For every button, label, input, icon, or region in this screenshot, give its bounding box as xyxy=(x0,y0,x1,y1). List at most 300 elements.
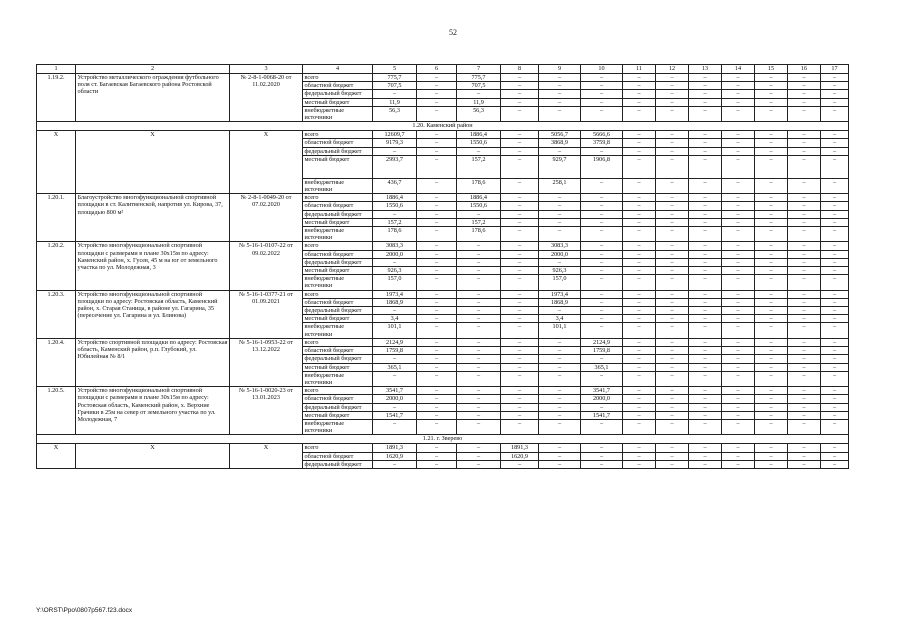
item-name: Х xyxy=(76,444,230,469)
item-document: № 5-16-1-0107-22 от 09.02.2022 xyxy=(230,242,303,290)
amount-cell: – xyxy=(755,267,788,275)
funding-source: внебюджетные источники xyxy=(303,178,373,193)
amount-cell: – xyxy=(656,90,689,98)
amount-cell: – xyxy=(788,258,821,266)
amount-cell: 5056,7 xyxy=(539,131,581,139)
amount-cell: – xyxy=(821,338,849,346)
amount-cell: – xyxy=(689,202,722,210)
amount-cell: – xyxy=(656,98,689,106)
column-number-header: 9 xyxy=(539,65,581,74)
amount-cell: – xyxy=(623,258,656,266)
amount-cell: – xyxy=(821,147,849,155)
amount-cell: 926,3 xyxy=(373,267,417,275)
column-number-header: 13 xyxy=(689,65,722,74)
amount-cell: – xyxy=(501,298,539,306)
amount-cell: – xyxy=(656,307,689,315)
amount-cell: – xyxy=(722,395,755,403)
amount-cell: – xyxy=(656,267,689,275)
section-title: 1.21. г. Зверево xyxy=(37,435,849,444)
amount-cell: – xyxy=(821,403,849,411)
amount-cell: – xyxy=(755,155,788,178)
amount-cell: – xyxy=(417,202,457,210)
amount-cell: – xyxy=(788,155,821,178)
amount-cell: – xyxy=(457,242,501,250)
amount-cell: – xyxy=(656,139,689,147)
amount-cell: 1891,3 xyxy=(373,444,417,452)
amount-cell: – xyxy=(623,202,656,210)
amount-cell: 929,7 xyxy=(539,155,581,178)
amount-cell: – xyxy=(501,315,539,323)
amount-cell: 1620,9 xyxy=(501,452,539,460)
amount-cell: – xyxy=(722,210,755,218)
amount-cell: – xyxy=(501,202,539,210)
amount-cell: – xyxy=(417,298,457,306)
amount-cell: – xyxy=(788,338,821,346)
amount-cell: – xyxy=(821,267,849,275)
amount-cell: – xyxy=(581,90,623,98)
amount-cell: 3083,3 xyxy=(373,242,417,250)
amount-cell: – xyxy=(417,218,457,226)
amount-cell: – xyxy=(755,460,788,468)
column-number-header: 12 xyxy=(656,65,689,74)
table-row xyxy=(37,242,849,250)
table-row xyxy=(37,387,849,395)
amount-cell: – xyxy=(821,74,849,82)
amount-cell: – xyxy=(722,371,755,386)
amount-cell: 1541,7 xyxy=(581,411,623,419)
amount-cell: – xyxy=(417,275,457,290)
column-number-row xyxy=(37,65,849,74)
amount-cell: – xyxy=(821,371,849,386)
amount-cell: 157,0 xyxy=(373,275,417,290)
amount-cell: – xyxy=(623,147,656,155)
item-number: 1.20.1. xyxy=(37,194,76,242)
amount-cell: – xyxy=(623,371,656,386)
amount-cell: – xyxy=(417,355,457,363)
amount-cell: – xyxy=(581,290,623,298)
budget-table xyxy=(36,64,849,469)
amount-cell: – xyxy=(788,202,821,210)
amount-cell: – xyxy=(539,90,581,98)
column-number-header: 7 xyxy=(457,65,501,74)
amount-cell: – xyxy=(623,307,656,315)
amount-cell: – xyxy=(788,267,821,275)
amount-cell: – xyxy=(821,411,849,419)
amount-cell: – xyxy=(417,227,457,242)
amount-cell: – xyxy=(689,338,722,346)
amount-cell: – xyxy=(623,298,656,306)
amount-cell: 3083,3 xyxy=(539,242,581,250)
amount-cell: – xyxy=(821,194,849,202)
amount-cell: – xyxy=(788,74,821,82)
amount-cell: – xyxy=(501,131,539,139)
amount-cell: 2000,0 xyxy=(373,395,417,403)
amount-cell: – xyxy=(656,395,689,403)
amount-cell: – xyxy=(417,210,457,218)
amount-cell: – xyxy=(539,98,581,106)
column-number-header: 5 xyxy=(373,65,417,74)
amount-cell: – xyxy=(417,411,457,419)
amount-cell: 1886,4 xyxy=(373,194,417,202)
amount-cell: – xyxy=(689,444,722,452)
amount-cell: – xyxy=(788,210,821,218)
amount-cell: – xyxy=(755,178,788,193)
amount-cell: – xyxy=(788,178,821,193)
amount-cell: – xyxy=(457,147,501,155)
amount-cell: – xyxy=(821,250,849,258)
amount-cell: – xyxy=(501,98,539,106)
amount-cell: 178,6 xyxy=(373,227,417,242)
amount-cell: – xyxy=(539,460,581,468)
amount-cell: – xyxy=(656,194,689,202)
amount-cell: – xyxy=(623,347,656,355)
amount-cell: – xyxy=(689,403,722,411)
amount-cell: – xyxy=(722,258,755,266)
funding-source: федеральный бюджет xyxy=(303,307,373,315)
amount-cell: 11,9 xyxy=(373,98,417,106)
amount-cell: – xyxy=(457,210,501,218)
amount-cell: – xyxy=(623,338,656,346)
amount-cell: – xyxy=(722,106,755,121)
amount-cell: – xyxy=(623,227,656,242)
amount-cell: – xyxy=(656,250,689,258)
amount-cell: – xyxy=(722,411,755,419)
amount-cell: – xyxy=(501,403,539,411)
amount-cell: – xyxy=(821,242,849,250)
amount-cell: – xyxy=(656,147,689,155)
table-row xyxy=(37,131,849,139)
amount-cell: – xyxy=(755,387,788,395)
amount-cell: – xyxy=(457,444,501,452)
amount-cell: – xyxy=(623,106,656,121)
amount-cell: – xyxy=(656,387,689,395)
amount-cell: – xyxy=(417,338,457,346)
amount-cell: – xyxy=(656,338,689,346)
amount-cell: – xyxy=(788,194,821,202)
amount-cell: – xyxy=(539,452,581,460)
amount-cell: – xyxy=(501,74,539,82)
item-name: Х xyxy=(76,131,230,194)
amount-cell: – xyxy=(689,82,722,90)
amount-cell: – xyxy=(501,147,539,155)
amount-cell: – xyxy=(581,403,623,411)
amount-cell: – xyxy=(689,387,722,395)
item-number: 1.20.2. xyxy=(37,242,76,290)
amount-cell: – xyxy=(689,371,722,386)
amount-cell: – xyxy=(373,90,417,98)
amount-cell: 178,6 xyxy=(457,227,501,242)
amount-cell: – xyxy=(722,90,755,98)
amount-cell: – xyxy=(821,387,849,395)
amount-cell: – xyxy=(689,258,722,266)
amount-cell: – xyxy=(788,90,821,98)
column-number-header: 16 xyxy=(788,65,821,74)
amount-cell: – xyxy=(656,178,689,193)
amount-cell: – xyxy=(656,403,689,411)
amount-cell: – xyxy=(501,155,539,178)
amount-cell: – xyxy=(501,371,539,386)
amount-cell: – xyxy=(722,347,755,355)
amount-cell: – xyxy=(501,323,539,338)
item-number: Х xyxy=(37,444,76,469)
amount-cell: – xyxy=(581,242,623,250)
amount-cell: – xyxy=(722,298,755,306)
amount-cell: – xyxy=(722,323,755,338)
funding-source: областной бюджет xyxy=(303,298,373,306)
funding-source: областной бюджет xyxy=(303,250,373,258)
amount-cell: – xyxy=(656,74,689,82)
amount-cell: – xyxy=(755,315,788,323)
amount-cell: – xyxy=(689,178,722,193)
amount-cell: – xyxy=(755,338,788,346)
amount-cell: – xyxy=(788,250,821,258)
amount-cell: – xyxy=(457,90,501,98)
column-number-header: 17 xyxy=(821,65,849,74)
amount-cell: – xyxy=(581,460,623,468)
amount-cell: – xyxy=(722,460,755,468)
amount-cell: – xyxy=(501,290,539,298)
amount-cell: – xyxy=(417,460,457,468)
amount-cell: – xyxy=(581,323,623,338)
amount-cell: – xyxy=(722,338,755,346)
amount-cell: – xyxy=(821,155,849,178)
amount-cell: 707,5 xyxy=(373,82,417,90)
amount-cell: – xyxy=(788,106,821,121)
amount-cell: – xyxy=(788,395,821,403)
amount-cell: – xyxy=(581,98,623,106)
amount-cell: – xyxy=(539,82,581,90)
funding-source: местный бюджет xyxy=(303,363,373,371)
amount-cell: – xyxy=(821,363,849,371)
amount-cell: – xyxy=(722,218,755,226)
amount-cell: – xyxy=(788,411,821,419)
amount-cell: – xyxy=(581,74,623,82)
amount-cell: – xyxy=(722,267,755,275)
amount-cell: – xyxy=(457,315,501,323)
amount-cell: – xyxy=(788,227,821,242)
amount-cell: – xyxy=(581,298,623,306)
item-number: Х xyxy=(37,131,76,194)
funding-source: всего xyxy=(303,290,373,298)
funding-source: областной бюджет xyxy=(303,139,373,147)
amount-cell: – xyxy=(689,347,722,355)
amount-cell: 1886,4 xyxy=(457,194,501,202)
amount-cell: 157,2 xyxy=(373,218,417,226)
amount-cell: – xyxy=(417,106,457,121)
amount-cell: – xyxy=(722,82,755,90)
amount-cell: – xyxy=(539,210,581,218)
amount-cell: – xyxy=(656,347,689,355)
amount-cell: – xyxy=(623,82,656,90)
amount-cell: – xyxy=(656,411,689,419)
amount-cell: – xyxy=(417,387,457,395)
funding-source: областной бюджет xyxy=(303,347,373,355)
amount-cell: – xyxy=(417,267,457,275)
amount-cell: – xyxy=(501,106,539,121)
amount-cell: – xyxy=(788,315,821,323)
funding-source: областной бюджет xyxy=(303,82,373,90)
funding-source: внебюджетные источники xyxy=(303,323,373,338)
amount-cell: – xyxy=(373,258,417,266)
amount-cell: – xyxy=(457,403,501,411)
amount-cell: – xyxy=(501,178,539,193)
amount-cell: – xyxy=(581,258,623,266)
amount-cell: – xyxy=(417,90,457,98)
amount-cell: – xyxy=(689,363,722,371)
amount-cell: – xyxy=(722,178,755,193)
amount-cell: – xyxy=(821,452,849,460)
amount-cell: – xyxy=(755,218,788,226)
amount-cell: 2124,9 xyxy=(581,338,623,346)
amount-cell: – xyxy=(656,419,689,434)
amount-cell: – xyxy=(821,218,849,226)
amount-cell: – xyxy=(623,218,656,226)
item-number: 1.20.5. xyxy=(37,387,76,435)
amount-cell: – xyxy=(623,387,656,395)
amount-cell: – xyxy=(417,194,457,202)
amount-cell: – xyxy=(689,267,722,275)
amount-cell: – xyxy=(722,363,755,371)
amount-cell: – xyxy=(821,460,849,468)
section-header-row xyxy=(37,435,849,444)
amount-cell: – xyxy=(656,371,689,386)
amount-cell: – xyxy=(501,242,539,250)
amount-cell: – xyxy=(539,106,581,121)
amount-cell: – xyxy=(722,155,755,178)
amount-cell: – xyxy=(623,155,656,178)
funding-source: областной бюджет xyxy=(303,202,373,210)
amount-cell: – xyxy=(755,98,788,106)
amount-cell: – xyxy=(373,210,417,218)
amount-cell: – xyxy=(689,323,722,338)
funding-source: внебюджетные источники xyxy=(303,227,373,242)
amount-cell: – xyxy=(539,147,581,155)
amount-cell: – xyxy=(581,275,623,290)
amount-cell: – xyxy=(656,275,689,290)
amount-cell: – xyxy=(689,290,722,298)
amount-cell: – xyxy=(417,290,457,298)
item-name: Устройство спортивной площадки по адресу: Ростовская область, Каменский район, р.п. Глубокий, ул. Юбилейная № 8/1 xyxy=(76,338,230,386)
amount-cell: – xyxy=(821,419,849,434)
amount-cell: – xyxy=(623,242,656,250)
amount-cell: – xyxy=(788,298,821,306)
amount-cell: – xyxy=(417,155,457,178)
item-number: 1.20.4. xyxy=(37,338,76,386)
amount-cell: – xyxy=(722,355,755,363)
table-row xyxy=(37,338,849,346)
column-number-header: 14 xyxy=(722,65,755,74)
amount-cell: – xyxy=(788,139,821,147)
amount-cell: 157,2 xyxy=(457,218,501,226)
column-number-header: 2 xyxy=(76,65,230,74)
amount-cell: – xyxy=(581,315,623,323)
amount-cell: – xyxy=(656,355,689,363)
amount-cell: – xyxy=(623,194,656,202)
amount-cell: – xyxy=(581,419,623,434)
funding-source: федеральный бюджет xyxy=(303,460,373,468)
amount-cell: – xyxy=(501,387,539,395)
amount-cell: – xyxy=(755,227,788,242)
amount-cell: – xyxy=(417,371,457,386)
page-number: 52 xyxy=(449,28,457,37)
amount-cell: 1550,6 xyxy=(457,202,501,210)
item-name: Благоустройство многофункциональной спортивной площадки в ст. Калитвенской, напротив ул. Кирова, 37, площадью 800 м² xyxy=(76,194,230,242)
amount-cell: – xyxy=(755,307,788,315)
item-name: Устройство многофункциональной спортивной площадки по адресу: Ростовская область, Каменский район, х. Старая Станица, в районе ул. Гагарина, 35 (пересечение ул. Гагарина и ул. Блинова) xyxy=(76,290,230,338)
amount-cell: – xyxy=(755,298,788,306)
amount-cell: – xyxy=(755,411,788,419)
amount-cell: 926,3 xyxy=(539,267,581,275)
amount-cell: – xyxy=(417,82,457,90)
funding-source: всего xyxy=(303,242,373,250)
amount-cell: 3541,7 xyxy=(581,387,623,395)
amount-cell: – xyxy=(539,419,581,434)
amount-cell: – xyxy=(623,444,656,452)
amount-cell: – xyxy=(539,307,581,315)
amount-cell: – xyxy=(623,452,656,460)
funding-source: федеральный бюджет xyxy=(303,355,373,363)
amount-cell: – xyxy=(788,460,821,468)
amount-cell: 707,5 xyxy=(457,82,501,90)
amount-cell: – xyxy=(788,218,821,226)
amount-cell: – xyxy=(722,444,755,452)
amount-cell: – xyxy=(457,250,501,258)
amount-cell: – xyxy=(722,147,755,155)
amount-cell: – xyxy=(821,82,849,90)
amount-cell: – xyxy=(501,258,539,266)
amount-cell: – xyxy=(821,395,849,403)
funding-source: всего xyxy=(303,194,373,202)
amount-cell: – xyxy=(755,275,788,290)
amount-cell: – xyxy=(821,139,849,147)
amount-cell: – xyxy=(501,82,539,90)
footer-file-path: Y:\ORST\Ppo\0807p567.f23.docx xyxy=(36,607,133,614)
amount-cell: – xyxy=(689,315,722,323)
item-document: № 5-16-1-0377-21 от 01.09.2021 xyxy=(230,290,303,338)
amount-cell: 1973,4 xyxy=(373,290,417,298)
amount-cell: – xyxy=(788,307,821,315)
amount-cell: – xyxy=(581,218,623,226)
amount-cell: – xyxy=(788,419,821,434)
amount-cell: – xyxy=(623,250,656,258)
amount-cell: 2993,7 xyxy=(373,155,417,178)
funding-source: всего xyxy=(303,74,373,82)
amount-cell: – xyxy=(417,258,457,266)
amount-cell: – xyxy=(755,419,788,434)
amount-cell: 1550,6 xyxy=(373,202,417,210)
amount-cell: – xyxy=(689,227,722,242)
funding-source: местный бюджет xyxy=(303,411,373,419)
amount-cell: – xyxy=(821,210,849,218)
amount-cell: 1759,8 xyxy=(581,347,623,355)
amount-cell: – xyxy=(539,387,581,395)
amount-cell: – xyxy=(689,242,722,250)
amount-cell: – xyxy=(581,267,623,275)
funding-source: внебюджетные источники xyxy=(303,419,373,434)
section-header-row xyxy=(37,122,849,131)
funding-source: всего xyxy=(303,338,373,346)
amount-cell: – xyxy=(417,178,457,193)
amount-cell: – xyxy=(581,371,623,386)
amount-cell: – xyxy=(623,275,656,290)
amount-cell: – xyxy=(373,460,417,468)
amount-cell: – xyxy=(755,106,788,121)
amount-cell: – xyxy=(539,227,581,242)
amount-cell: – xyxy=(581,210,623,218)
amount-cell: – xyxy=(656,227,689,242)
amount-cell: – xyxy=(417,419,457,434)
amount-cell: – xyxy=(457,411,501,419)
